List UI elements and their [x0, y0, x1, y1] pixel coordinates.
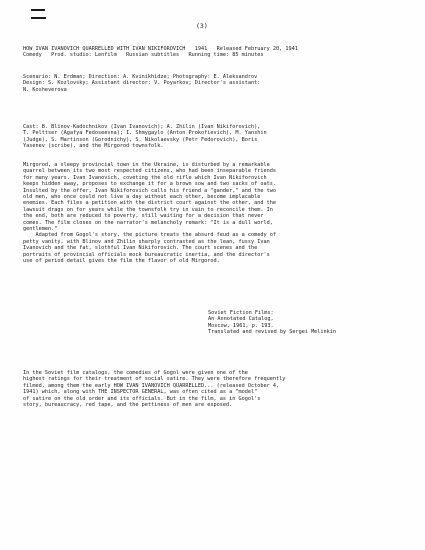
citation-line: An Annotated Catalog, [208, 316, 274, 323]
header-line: HOW IVAN IVANOVICH QUARRELLED WITH IVAN NIKIFOROVICH 1941 Released February 20, 1941 [23, 46, 298, 52]
corner-mark-underline [31, 17, 46, 19]
synopsis-line: comes. The film closes on the narrator's melancholy remark: "It is a dull world, [23, 219, 273, 226]
closing-line: In the Soviet film catalogs, the comedies of Gogol were given one of the [23, 370, 248, 376]
citation-line: Soviet Fiction Films: [208, 310, 274, 316]
synopsis-line: portraits of provincial officials mock bureaucratic inertia, and the director's [23, 251, 270, 258]
synopsis-line: enemies. Each files a petition with the district court against the other, and the [23, 200, 276, 207]
cast-block [23, 124, 267, 150]
catalog-citation [208, 310, 336, 336]
synopsis-line: Ivanovich and the fat, slothful Ivan Nikiforovich. The court scenes and the [23, 245, 258, 252]
synopsis-line: the end, both are reduced to poverty, still waiting for a decision that never [23, 213, 264, 220]
credits-line: Scenario: N. Erdman; Direction: A. Kvinikhidze; Photography: E. Aleksandrov [23, 74, 258, 80]
synopsis-line: use of period detail gives the film the flavor of old Mirgorod. [23, 258, 220, 265]
synopsis-line: lawsuit drags on for years while the townsfolk try in vain to reconcile them. In [23, 206, 273, 213]
synopsis-line: Adapted from Gogol's story, the picture treats the absurd feud as a comedy of [23, 232, 276, 239]
header-line: Comedy Prod. studio: Lenfilm Russian subtitles Running time: 85 minutes [23, 52, 264, 59]
cast-line: T. Pelttser (Agafya Fedoseevna); I. Shmygaylo (Anton Prokofievich), M. Yanshin [23, 130, 267, 137]
page-number: (3) [196, 22, 208, 30]
synopsis-line: keeps hidden away, proposes to exchange it for a brown sow and two sacks of oats. [23, 181, 276, 188]
citation-line: Translated and revised by Sergei Melinkin [208, 329, 337, 336]
closing-line: filmed, among them the early HOW IVAN IVANOVICH QUARRELLED... (released October 4, [23, 382, 280, 389]
synopsis-block [23, 162, 276, 265]
synopsis-line: quarrel between its two most respected citizens, who had been inseparable friends [23, 168, 276, 175]
synopsis-line: gentlemen." [23, 226, 58, 233]
corner-mark [31, 9, 45, 11]
closing-paragraph [23, 370, 285, 408]
credits-line: Design: S. Kozlovsky; Assistant director: V. Poyarkov; Director's assistant: [23, 80, 261, 87]
closing-line: 1941) which, along with THE INSPECTOR GENERAL, was often cited as a "model" [23, 389, 258, 396]
synopsis-line: old men, who once could not live a day without each other, become implacable [23, 194, 261, 201]
cast-line: (Judge), S. Martinson (Gorodnichy), S. Nikolaevsky (Petr Fedorovich), Boris [23, 136, 258, 143]
synopsis-line: Insulted by the offer, Ivan Nikiforovich calls his friend a "gander," and the two [23, 187, 276, 194]
credits-block [23, 74, 260, 93]
synopsis-line: Mirgorod, a sleepy provincial town in the Ukraine, is disturbed by a remarkable [23, 162, 270, 168]
film-header [23, 46, 298, 59]
closing-line: of satire on the old order and its officials. But in the film, as in Gogol's [23, 395, 261, 402]
synopsis-line: for many years. Ivan Ivanovich, coveting the old rifle which Ivan Nikiforovich [23, 174, 267, 181]
closing-line: story, bureaucracy, red tape, and the pettiness of men are exposed. [23, 402, 233, 409]
cast-line: Yasenev (scribe), and the Mirgorod townsfolk. [23, 143, 164, 150]
closing-line: highest ratings for their treatment of social satire. They were therefore frequently [23, 376, 286, 383]
synopsis-line: petty vanity, with Blinov and Zhilin sharply contrasted as the lean, fussy Ivan [23, 238, 270, 245]
credits-line: N. Kosheverova [23, 86, 67, 93]
citation-line: Moscow, 1961, p. 193. [208, 322, 274, 329]
cast-line: Cast: B. Blinov-Kadochnikov (Ivan Ivanovich); A. Zhilin (Ivan Nikiforovich), [23, 124, 261, 130]
